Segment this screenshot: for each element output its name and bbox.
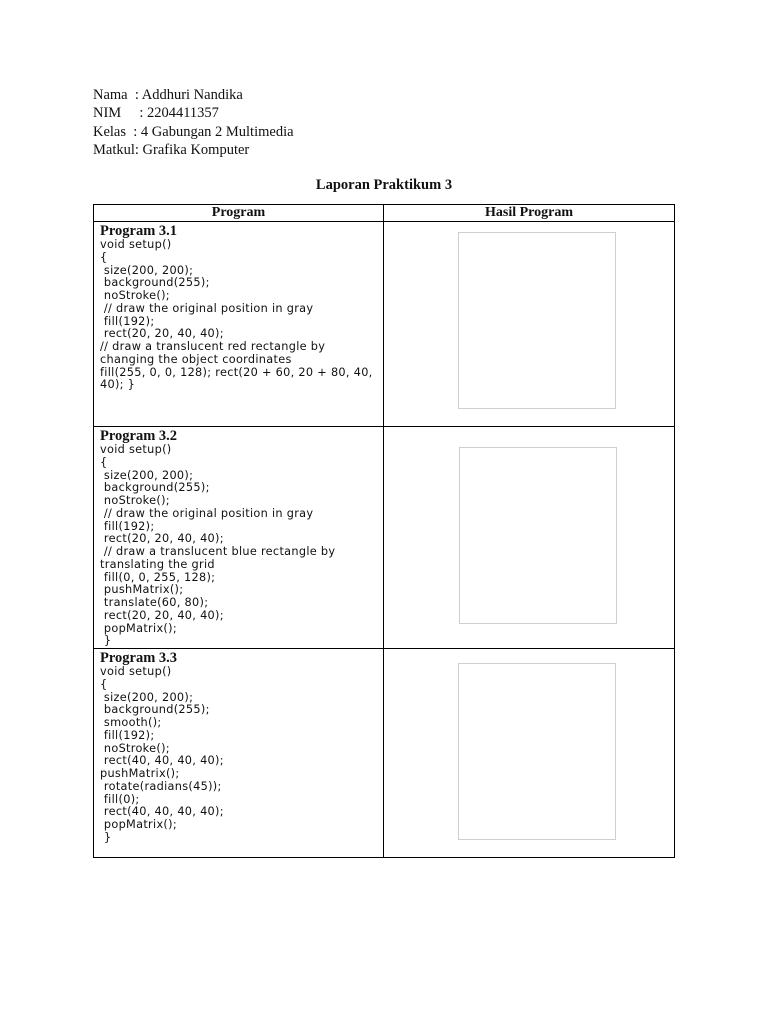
result-canvas [458, 663, 616, 840]
program-code: void setup() { size(200, 200); background(255); noStroke(); // draw the original position in gray fill(192); rect(20, 20, 40, 40); // draw a translucent blue rectangle by translating the grid fill(0, 0, 255, 128); pushMatrix(); translate(60, 80); rect(20, 20, 40, 40); popMatrix(); } [100, 443, 336, 648]
report-title: Laporan Praktikum 3 [315, 177, 453, 193]
result-cell [384, 222, 675, 427]
program-cell [94, 427, 384, 649]
column-header-program: Program [94, 205, 384, 222]
table-header-row [94, 205, 675, 222]
student-info [93, 86, 294, 159]
table-row [94, 427, 675, 649]
program-title: Program 3.3 [100, 650, 178, 666]
program-cell [94, 649, 384, 858]
report-table [93, 204, 675, 858]
column-header-result: Hasil Program [384, 205, 675, 222]
student-nim: NIM : 2204411357 [93, 105, 219, 122]
result-canvas [459, 447, 617, 624]
program-code: void setup() { size(200, 200); background(255); noStroke(); // draw the original position in gray fill(192); rect(20, 20, 40, 40); // draw a translucent red rectangle by changing the object coordinates fill(255, 0, 0, 128); rect(20 + 60, 20 + 80, 40, 40); } [100, 238, 373, 392]
table-row [94, 649, 675, 858]
table-row [94, 222, 675, 427]
result-cell [384, 649, 675, 858]
program-title: Program 3.1 [100, 223, 178, 239]
program-title: Program 3.2 [100, 428, 178, 444]
program-code: void setup() { size(200, 200); background(255); smooth(); fill(192); noStroke(); rect(40, 40, 40, 40); pushMatrix(); rotate(radians(45)); fill(0); rect(40, 40, 40, 40); popMatrix(); } [100, 665, 224, 844]
student-name: Nama : Addhuri Nandika [93, 87, 243, 103]
result-canvas [458, 232, 616, 409]
student-class: Kelas : 4 Gabungan 2 Multimedia [93, 123, 294, 140]
course-name: Matkul: Grafika Komputer [93, 141, 250, 158]
result-cell [384, 427, 675, 649]
program-cell [94, 222, 384, 427]
